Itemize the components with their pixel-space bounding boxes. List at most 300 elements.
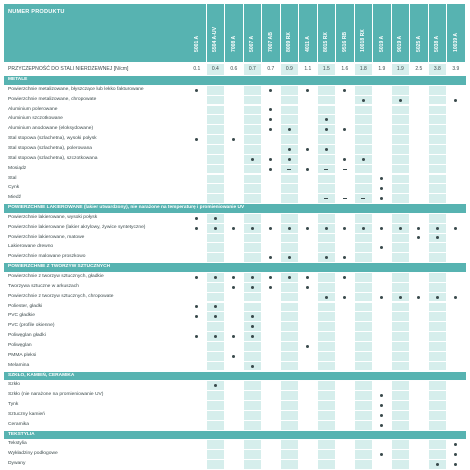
compatibility-cell — [355, 352, 373, 361]
adhesion-value: 1.9 — [378, 66, 386, 72]
compatibility-cell — [244, 175, 262, 184]
compatibility-cell — [410, 460, 428, 469]
compatibility-cell — [244, 381, 262, 390]
compatibility-cell — [281, 145, 299, 154]
compatibility-cell — [410, 273, 428, 282]
compatibility-cell — [262, 322, 280, 331]
suitable-dot — [306, 227, 309, 230]
adhesion-value: 0.7 — [244, 64, 262, 75]
compatibility-cell — [225, 322, 243, 331]
section-title: SZKŁO, KAMIEŃ, CERAMIKA — [8, 372, 75, 378]
compatibility-cell — [244, 322, 262, 331]
compatibility-cell — [244, 440, 262, 449]
compatibility-cell — [336, 421, 354, 430]
suitable-dot — [288, 158, 291, 161]
compatibility-cell — [355, 322, 373, 331]
compatibility-cell — [299, 184, 317, 193]
compatibility-cell — [188, 194, 206, 203]
compatibility-cell — [188, 96, 206, 105]
adhesion-value: 1.8 — [355, 64, 373, 75]
compatibility-cell — [336, 391, 354, 400]
compatibility-cell — [281, 460, 299, 469]
surface-label: Stal — [8, 175, 17, 181]
compatibility-cell — [244, 234, 262, 243]
compatibility-cell — [188, 293, 206, 302]
compatibility-cell — [410, 450, 428, 459]
compatibility-cell — [262, 303, 280, 312]
compatibility-cell — [225, 155, 243, 164]
product-code: 9516 RB — [341, 31, 348, 52]
compatibility-cell — [318, 214, 336, 223]
compatibility-cell — [410, 155, 428, 164]
surface-row — [4, 125, 466, 134]
compatibility-cell — [207, 312, 225, 321]
compatibility-cell — [225, 450, 243, 459]
compatibility-cell — [373, 381, 391, 390]
suitable-dot — [399, 227, 402, 230]
compatibility-cell — [336, 332, 354, 341]
surface-label: Powierzchnie malowane proszkowo — [8, 254, 86, 260]
compatibility-cell — [447, 96, 465, 105]
compatibility-cell — [336, 175, 354, 184]
compatibility-cell — [355, 86, 373, 95]
compatibility-cell — [188, 401, 206, 410]
compatibility-cell — [225, 224, 243, 233]
compatibility-cell — [410, 115, 428, 124]
compatibility-cell — [355, 283, 373, 292]
compatibility-cell — [410, 106, 428, 115]
compatibility-cell — [392, 411, 410, 420]
compatibility-cell — [429, 155, 447, 164]
compatibility-cell — [392, 450, 410, 459]
compatibility-cell — [225, 86, 243, 95]
surface-label: Ceramika — [8, 421, 29, 427]
compatibility-cell — [299, 234, 317, 243]
header-title: NUMER PRODUKTU — [4, 4, 188, 62]
compatibility-cell — [318, 155, 336, 164]
compatibility-cell — [318, 352, 336, 361]
compatibility-cell — [355, 362, 373, 371]
suitable-dot — [343, 256, 346, 259]
suitable-dot — [362, 158, 365, 161]
compatibility-cell — [318, 184, 336, 193]
compatibility-cell — [188, 243, 206, 252]
compatibility-cell — [244, 253, 262, 262]
compatibility-cell — [318, 234, 336, 243]
compatibility-cell — [225, 362, 243, 371]
compatibility-cell — [373, 362, 391, 371]
product-header — [429, 4, 447, 62]
suitable-dot — [325, 118, 328, 121]
compatibility-cell — [355, 312, 373, 321]
compatibility-cell — [373, 460, 391, 469]
compatibility-cell — [336, 273, 354, 282]
compatibility-cell — [392, 342, 410, 351]
compatibility-cell — [188, 381, 206, 390]
compatibility-cell — [336, 293, 354, 302]
suitable-dot — [454, 296, 457, 299]
compatibility-cell — [336, 440, 354, 449]
suitable-dot — [251, 286, 254, 289]
compatibility-cell — [336, 342, 354, 351]
surface-row — [4, 303, 466, 312]
compatibility-cell — [262, 283, 280, 292]
compatibility-cell — [392, 115, 410, 124]
compatibility-cell — [281, 214, 299, 223]
surface-row — [4, 421, 466, 430]
compatibility-cell — [392, 175, 410, 184]
compatibility-cell — [299, 411, 317, 420]
compatibility-cell — [447, 362, 465, 371]
compatibility-cell — [188, 460, 206, 469]
surface-row — [4, 450, 466, 459]
compatibility-cell — [429, 332, 447, 341]
surface-row — [4, 155, 466, 164]
compatibility-cell — [225, 381, 243, 390]
surface-label: Stal stopowa (szlachetna), wysoki połysk — [8, 136, 97, 142]
compatibility-cell — [429, 106, 447, 115]
product-header — [447, 4, 465, 62]
compatibility-cell — [207, 421, 225, 430]
compatibility-cell — [447, 194, 465, 203]
compatibility-cell — [355, 303, 373, 312]
compatibility-cell — [336, 352, 354, 361]
compatibility-cell — [318, 312, 336, 321]
compatibility-cell — [447, 243, 465, 252]
suitable-dot — [325, 296, 328, 299]
compatibility-cell — [225, 96, 243, 105]
suitable-dot — [380, 404, 383, 407]
compatibility-cell — [429, 401, 447, 410]
suitable-dot — [436, 296, 439, 299]
compatibility-cell — [447, 450, 465, 459]
compatibility-cell — [429, 224, 447, 233]
compatibility-cell — [225, 234, 243, 243]
surface-row — [4, 135, 466, 144]
suitable-dot — [380, 453, 383, 456]
surface-row — [4, 234, 466, 243]
compatibility-cell — [410, 332, 428, 341]
suitable-dot — [436, 236, 439, 239]
surface-label: PVC gładkie — [8, 313, 35, 319]
compatibility-cell — [318, 460, 336, 469]
compatibility-cell — [207, 135, 225, 144]
compatibility-cell — [281, 86, 299, 95]
compatibility-cell — [355, 411, 373, 420]
compatibility-cell — [262, 293, 280, 302]
product-header — [281, 4, 299, 62]
suitable-dot — [195, 227, 198, 230]
limited-dash — [361, 198, 365, 199]
compatibility-cell — [299, 293, 317, 302]
compatibility-cell — [392, 352, 410, 361]
compatibility-cell — [225, 253, 243, 262]
compatibility-cell — [262, 125, 280, 134]
compatibility-cell — [225, 214, 243, 223]
surface-label: Powierzchnie lakierowane, matowe — [8, 234, 85, 240]
compatibility-cell — [207, 184, 225, 193]
compatibility-cell — [244, 411, 262, 420]
compatibility-cell — [429, 234, 447, 243]
compatibility-cell — [336, 312, 354, 321]
compatibility-cell — [392, 322, 410, 331]
compatibility-cell — [429, 283, 447, 292]
compatibility-cell — [355, 421, 373, 430]
compatibility-cell — [429, 362, 447, 371]
compatibility-cell — [225, 165, 243, 174]
compatibility-cell — [336, 155, 354, 164]
compatibility-cell — [447, 460, 465, 469]
compatibility-cell — [188, 273, 206, 282]
compatibility-cell — [373, 96, 391, 105]
compatibility-cell — [318, 165, 336, 174]
compatibility-cell — [244, 135, 262, 144]
compatibility-cell — [207, 450, 225, 459]
product-code: 4011 A — [304, 36, 311, 52]
compatibility-cell — [207, 175, 225, 184]
compatibility-cell — [336, 303, 354, 312]
compatibility-cell — [373, 303, 391, 312]
compatibility-cell — [373, 165, 391, 174]
suitable-dot — [362, 227, 365, 230]
suitable-dot — [195, 315, 198, 318]
compatibility-cell — [447, 175, 465, 184]
compatibility-cell — [392, 96, 410, 105]
section-header — [4, 204, 466, 213]
compatibility-cell — [207, 106, 225, 115]
compatibility-cell — [262, 362, 280, 371]
compatibility-cell — [447, 224, 465, 233]
compatibility-cell — [447, 391, 465, 400]
adhesion-value: 3.8 — [429, 64, 447, 75]
compatibility-cell — [410, 184, 428, 193]
surface-row — [4, 194, 466, 203]
compatibility-cell — [318, 381, 336, 390]
product-header — [355, 4, 373, 62]
compatibility-cell — [392, 243, 410, 252]
compatibility-cell — [281, 243, 299, 252]
surface-row — [4, 362, 466, 371]
compatibility-cell — [225, 243, 243, 252]
suitable-dot — [251, 315, 254, 318]
product-header — [188, 4, 206, 62]
compatibility-cell — [429, 115, 447, 124]
compatibility-cell — [244, 155, 262, 164]
compatibility-cell — [410, 125, 428, 134]
compatibility-cell — [355, 194, 373, 203]
compatibility-cell — [281, 234, 299, 243]
compatibility-cell — [318, 293, 336, 302]
compatibility-cell — [392, 106, 410, 115]
compatibility-cell — [447, 352, 465, 361]
suitable-dot — [454, 453, 457, 456]
compatibility-cell — [392, 224, 410, 233]
suitable-dot — [269, 227, 272, 230]
suitable-dot — [195, 89, 198, 92]
compatibility-cell — [299, 86, 317, 95]
compatibility-cell — [392, 273, 410, 282]
compatibility-cell — [299, 283, 317, 292]
compatibility-cell — [429, 460, 447, 469]
compatibility-cell — [392, 155, 410, 164]
compatibility-cell — [355, 381, 373, 390]
compatibility-cell — [225, 460, 243, 469]
compatibility-cell — [262, 401, 280, 410]
compatibility-cell — [318, 145, 336, 154]
product-code: 5019 A — [378, 35, 385, 52]
compatibility-cell — [447, 312, 465, 321]
compatibility-cell — [207, 460, 225, 469]
compatibility-cell — [299, 253, 317, 262]
product-code: 5025 A — [415, 35, 422, 52]
compatibility-cell — [373, 342, 391, 351]
suitable-dot — [306, 286, 309, 289]
compatibility-cell — [281, 312, 299, 321]
compatibility-cell — [262, 175, 280, 184]
surface-row — [4, 460, 466, 469]
compatibility-cell — [373, 332, 391, 341]
compatibility-cell — [373, 224, 391, 233]
compatibility-cell — [188, 165, 206, 174]
limited-dash — [324, 169, 328, 170]
compatibility-cell — [281, 362, 299, 371]
product-code: 5007 A — [249, 35, 256, 52]
compatibility-cell — [299, 96, 317, 105]
compatibility-cell — [281, 332, 299, 341]
compatibility-cell — [188, 145, 206, 154]
compatibility-cell — [244, 342, 262, 351]
product-code: 5001 A — [193, 35, 200, 52]
compatibility-cell — [355, 224, 373, 233]
surface-label: Melamina — [8, 362, 30, 368]
compatibility-cell — [392, 234, 410, 243]
compatibility-cell — [447, 411, 465, 420]
compatibility-cell — [410, 135, 428, 144]
compatibility-cell — [262, 312, 280, 321]
surface-row — [4, 381, 466, 390]
compatibility-cell — [299, 115, 317, 124]
compatibility-cell — [244, 401, 262, 410]
compatibility-cell — [373, 115, 391, 124]
compatibility-cell — [207, 253, 225, 262]
suitable-dot — [454, 99, 457, 102]
surface-label: Tworzywa sztuczne w arkuszach — [8, 283, 79, 289]
compatibility-cell — [262, 145, 280, 154]
suitable-dot — [306, 168, 309, 171]
section-header — [4, 263, 466, 272]
product-header — [318, 4, 336, 62]
suitable-dot — [362, 99, 365, 102]
compatibility-cell — [281, 253, 299, 262]
compatibility-cell — [410, 293, 428, 302]
suitable-dot — [380, 187, 383, 190]
compatibility-cell — [355, 273, 373, 282]
compatibility-cell — [429, 243, 447, 252]
compatibility-cell — [355, 253, 373, 262]
surface-row — [4, 273, 466, 282]
compatibility-cell — [225, 194, 243, 203]
compatibility-cell — [355, 391, 373, 400]
suitable-dot — [214, 315, 217, 318]
compatibility-cell — [188, 450, 206, 459]
surface-label: Stal stopowa (szlachetna), szczotkowana — [8, 155, 98, 161]
compatibility-cell — [207, 155, 225, 164]
compatibility-cell — [225, 342, 243, 351]
compatibility-cell — [447, 145, 465, 154]
compatibility-cell — [429, 381, 447, 390]
compatibility-cell — [188, 253, 206, 262]
product-header — [299, 4, 317, 62]
suitable-dot — [251, 325, 254, 328]
compatibility-cell — [410, 96, 428, 105]
adhesion-value: 0.1 — [193, 66, 201, 72]
suitable-dot — [269, 168, 272, 171]
surface-row — [4, 253, 466, 262]
compatibility-cell — [207, 165, 225, 174]
compatibility-cell — [244, 352, 262, 361]
compatibility-cell — [447, 401, 465, 410]
compatibility-cell — [373, 243, 391, 252]
product-code: 9019 A — [397, 35, 404, 52]
compatibility-cell — [392, 381, 410, 390]
compatibility-cell — [318, 96, 336, 105]
suitable-dot — [251, 158, 254, 161]
compatibility-cell — [392, 303, 410, 312]
compatibility-cell — [318, 401, 336, 410]
surface-row — [4, 322, 466, 331]
compatibility-cell — [318, 224, 336, 233]
compatibility-cell — [410, 224, 428, 233]
compatibility-cell — [207, 440, 225, 449]
compatibility-cell — [318, 86, 336, 95]
suitable-dot — [232, 286, 235, 289]
compatibility-cell — [244, 460, 262, 469]
compatibility-cell — [188, 391, 206, 400]
compatibility-cell — [392, 421, 410, 430]
suitable-dot — [269, 276, 272, 279]
limited-dash — [287, 169, 291, 170]
compatibility-cell — [188, 332, 206, 341]
compatibility-cell — [336, 322, 354, 331]
compatibility-cell — [299, 273, 317, 282]
compatibility-cell — [410, 283, 428, 292]
compatibility-cell — [299, 391, 317, 400]
compatibility-cell — [225, 293, 243, 302]
compatibility-cell — [225, 184, 243, 193]
compatibility-cell — [262, 224, 280, 233]
compatibility-cell — [373, 352, 391, 361]
compatibility-cell — [244, 243, 262, 252]
compatibility-cell — [318, 322, 336, 331]
compatibility-cell — [299, 352, 317, 361]
compatibility-cell — [281, 342, 299, 351]
compatibility-cell — [355, 342, 373, 351]
compatibility-cell — [262, 391, 280, 400]
compatibility-cell — [373, 401, 391, 410]
suitable-dot — [306, 148, 309, 151]
compatibility-cell — [262, 440, 280, 449]
compatibility-cell — [299, 155, 317, 164]
surface-label: Tynk — [8, 402, 19, 408]
compatibility-cell — [188, 312, 206, 321]
section-title: TEKSTYLIA — [8, 431, 35, 437]
compatibility-cell — [392, 125, 410, 134]
compatibility-cell — [373, 214, 391, 223]
compatibility-cell — [392, 145, 410, 154]
compatibility-cell — [207, 115, 225, 124]
compatibility-cell — [281, 106, 299, 115]
compatibility-cell — [355, 293, 373, 302]
